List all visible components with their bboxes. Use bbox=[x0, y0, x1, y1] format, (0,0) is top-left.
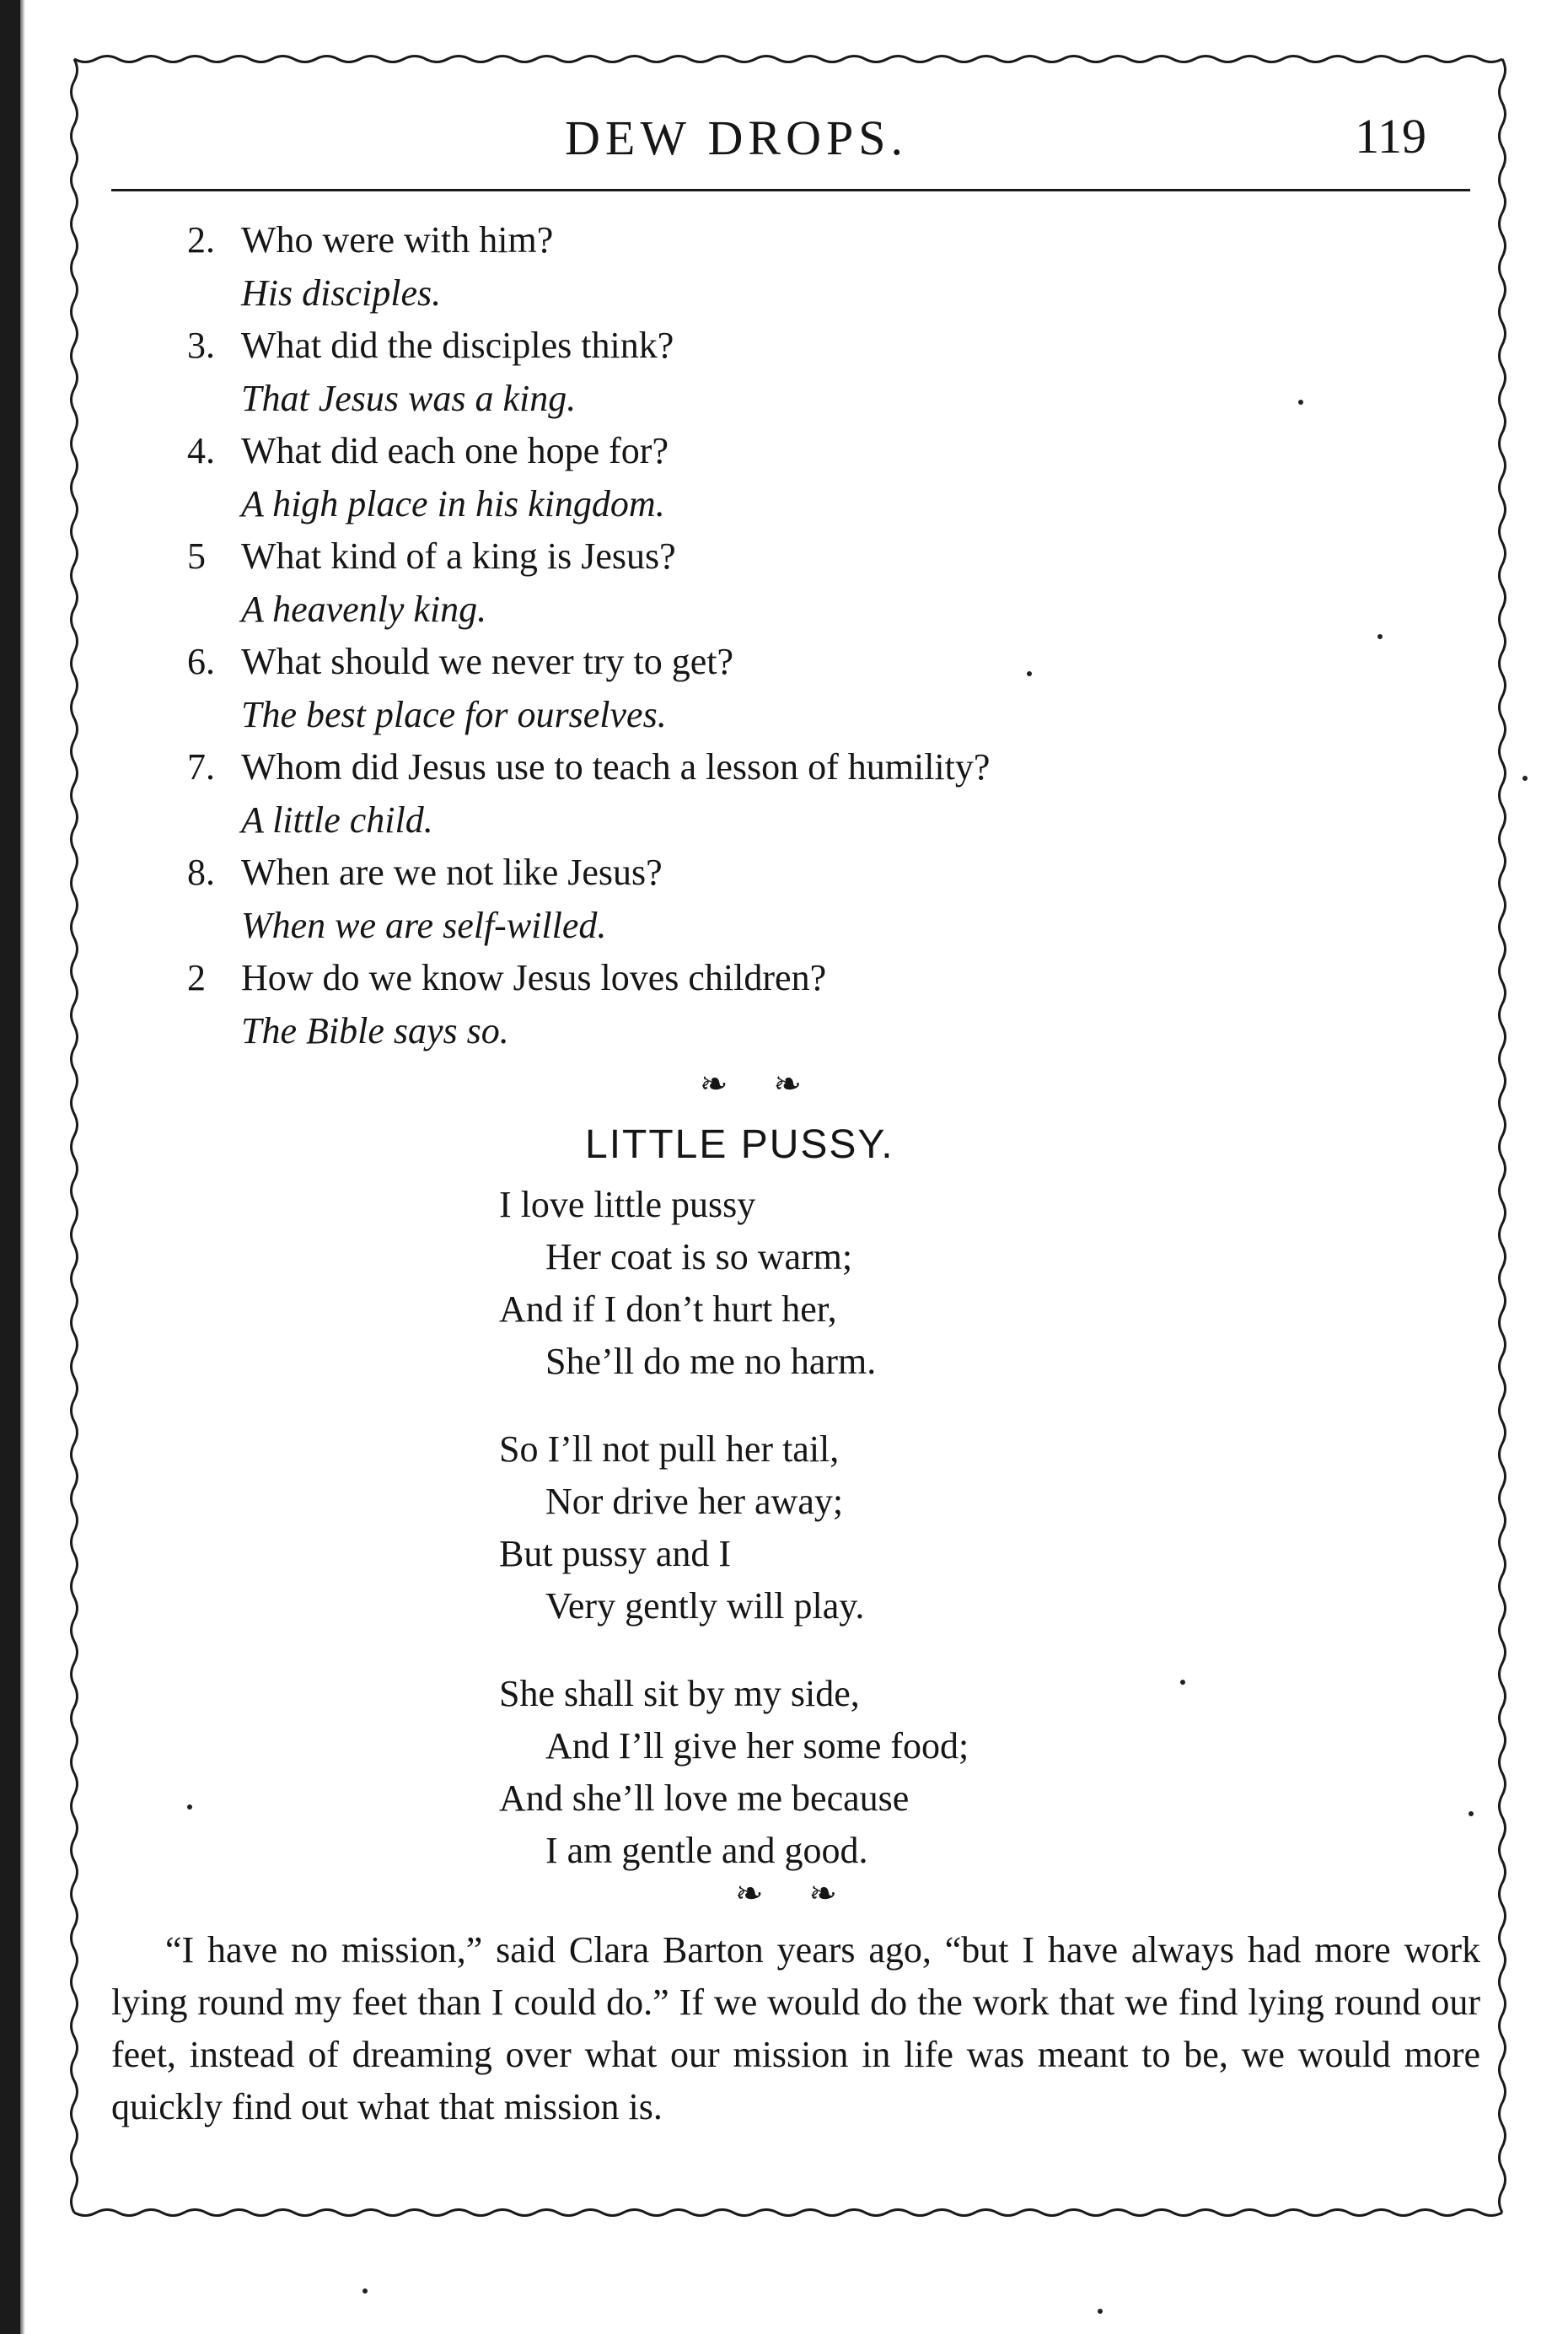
question-text: What should we never try to get? bbox=[241, 641, 734, 682]
question-number: 8. bbox=[187, 852, 215, 893]
poem-line: Her coat is so warm; bbox=[545, 1236, 853, 1277]
poem bbox=[499, 1179, 1258, 1912]
question-text: How do we know Jesus loves children? bbox=[241, 957, 827, 998]
question-line bbox=[187, 320, 1452, 373]
poem-line: She’ll do me no harm. bbox=[545, 1341, 877, 1382]
answer-line: A heavenly king. bbox=[241, 588, 487, 630]
question-text: Who were with him? bbox=[241, 219, 554, 261]
answer-line: The best place for ourselves. bbox=[241, 693, 667, 735]
poem-line: But pussy and I bbox=[499, 1533, 731, 1574]
poem-line: And she’ll love me because bbox=[499, 1777, 910, 1819]
header-rule bbox=[111, 189, 1470, 191]
question-line bbox=[187, 741, 1452, 794]
print-speck bbox=[187, 1804, 192, 1810]
print-speck bbox=[1298, 400, 1303, 405]
border-edge bbox=[1500, 59, 1506, 2213]
question-line bbox=[187, 214, 1452, 267]
print-speck bbox=[1469, 1811, 1474, 1816]
question-line bbox=[187, 636, 1452, 689]
poem-line: I love little pussy bbox=[499, 1184, 756, 1225]
question-text: When are we not like Jesus? bbox=[241, 852, 663, 893]
answer-line: A little child. bbox=[241, 799, 433, 841]
poem-line: And if I don’t hurt her, bbox=[499, 1288, 837, 1330]
border-edge bbox=[72, 59, 78, 2213]
question-number: 7. bbox=[187, 746, 215, 788]
answer-line: When we are self-willed. bbox=[241, 904, 607, 946]
question-text: What kind of a king is Jesus? bbox=[241, 535, 676, 577]
poem-title: LITTLE PUSSY. bbox=[585, 1122, 894, 1167]
poem-stanza bbox=[499, 1668, 1258, 1877]
print-speck bbox=[1180, 1680, 1185, 1685]
print-speck bbox=[1377, 634, 1383, 639]
spine-edge-gradient bbox=[20, 0, 25, 2334]
fleuron-ornament: ❧ ❧ bbox=[700, 1065, 821, 1103]
fleuron-ornament: ❧ ❧ bbox=[735, 1874, 856, 1912]
closing-paragraph: “I have no mission,” said Clara Barton years ago, “but I have always had more work lying round my feet than I could do.” If we would do the work that we find lying round our feet, instead of dreaming over what our mission in life was meant to be, we would more quickly find out what that mission is. bbox=[111, 1929, 1480, 2127]
question-number: 5 bbox=[187, 535, 206, 577]
catechism-list bbox=[187, 214, 1452, 1057]
poem-line: Nor drive her away; bbox=[545, 1481, 844, 1522]
question-line bbox=[187, 952, 1452, 1005]
answer-line: A high place in his kingdom. bbox=[241, 482, 665, 524]
book-spine-shadow bbox=[0, 0, 20, 2334]
poem-line: I am gentle and good. bbox=[545, 1830, 868, 1871]
answer-line: That Jesus was a king. bbox=[241, 377, 577, 419]
question-number: 4. bbox=[187, 430, 215, 471]
poem-line: And I’ll give her some food; bbox=[545, 1725, 969, 1767]
question-number: 6. bbox=[187, 641, 215, 682]
answer-line: The Bible says so. bbox=[241, 1009, 509, 1051]
poem-line: So I’ll not pull her tail, bbox=[499, 1428, 840, 1470]
question-line bbox=[187, 530, 1452, 584]
print-speck bbox=[1098, 2309, 1103, 2314]
poem-stanza bbox=[499, 1423, 1258, 1632]
running-title: DEW DROPS. bbox=[565, 110, 908, 165]
question-line bbox=[187, 425, 1452, 478]
print-speck bbox=[1027, 671, 1032, 676]
question-number: 2 bbox=[187, 957, 206, 998]
poem-line: Very gently will play. bbox=[545, 1585, 865, 1627]
answer-line: His disciples. bbox=[241, 272, 442, 314]
question-text: What did the disciples think? bbox=[241, 325, 674, 366]
border-edge bbox=[74, 2210, 1502, 2216]
question-number: 3. bbox=[187, 325, 215, 366]
poem-stanza bbox=[499, 1179, 1258, 1388]
page-number: 119 bbox=[1355, 109, 1426, 164]
question-number: 2. bbox=[187, 219, 215, 261]
print-speck bbox=[1522, 776, 1528, 781]
border-edge bbox=[74, 56, 1502, 62]
page-header bbox=[118, 99, 1467, 184]
question-text: Whom did Jesus use to teach a lesson of humility? bbox=[241, 746, 991, 788]
poem-line: She shall sit by my side, bbox=[499, 1673, 860, 1714]
print-speck bbox=[362, 2288, 368, 2294]
question-text: What did each one hope for? bbox=[241, 430, 669, 471]
question-line bbox=[187, 847, 1452, 900]
